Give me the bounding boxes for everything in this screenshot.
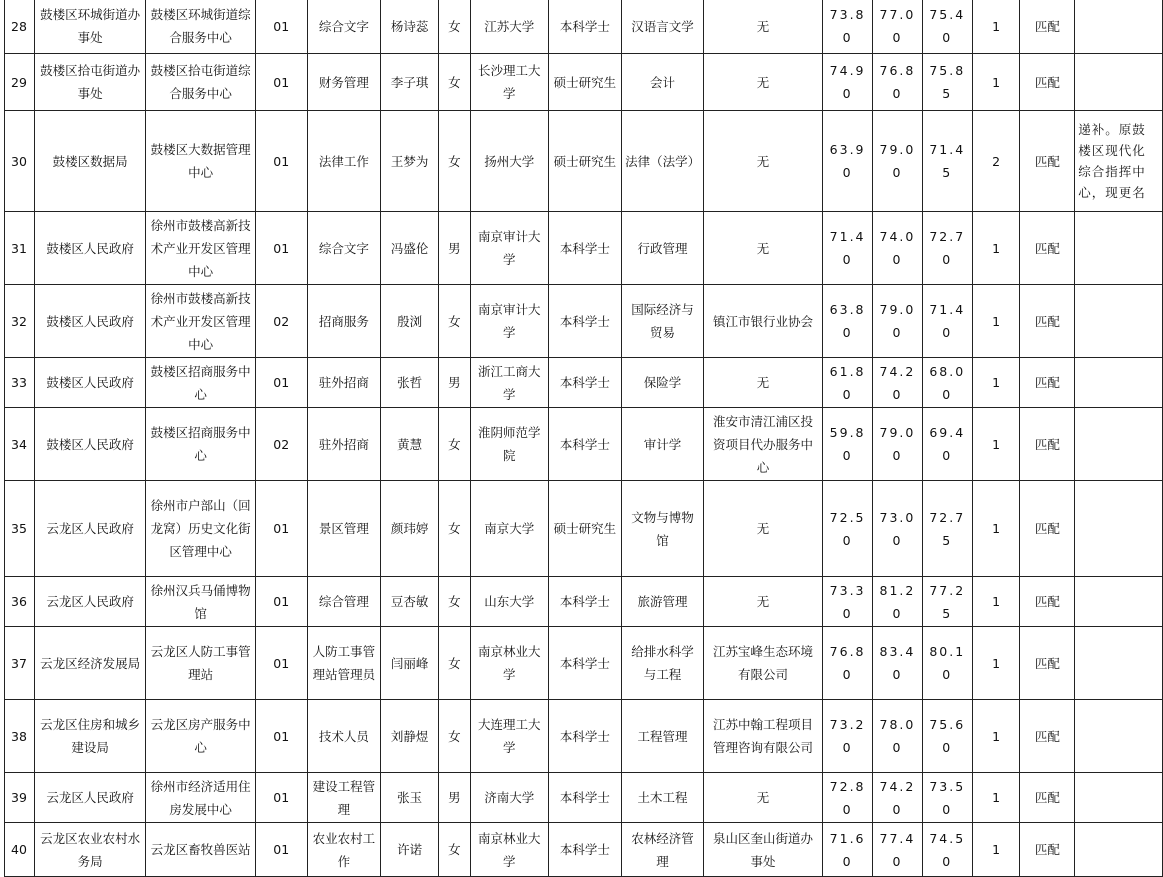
position-code: 01 bbox=[255, 212, 307, 285]
major: 会计 bbox=[622, 54, 704, 111]
gender: 女 bbox=[438, 577, 470, 627]
gender: 女 bbox=[438, 285, 470, 358]
table-row bbox=[5, 285, 1163, 358]
total-score: 69.40 bbox=[922, 408, 972, 481]
major: 文物与博物馆 bbox=[622, 481, 704, 577]
employer-unit: 徐州汉兵马俑博物馆 bbox=[146, 577, 256, 627]
total-score: 77.25 bbox=[922, 577, 972, 627]
department: 鼓楼区拾屯街道办事处 bbox=[34, 54, 145, 111]
remark bbox=[1075, 54, 1163, 111]
match-result: 匹配 bbox=[1020, 285, 1075, 358]
table-row bbox=[5, 577, 1163, 627]
remark bbox=[1075, 577, 1163, 627]
table-row bbox=[5, 823, 1163, 877]
rank: 1 bbox=[972, 773, 1020, 823]
school: 长沙理工大学 bbox=[470, 54, 548, 111]
position-name: 农业农村工作 bbox=[307, 823, 381, 877]
table-row bbox=[5, 358, 1163, 408]
written-score: 71.40 bbox=[823, 212, 873, 285]
work-unit: 无 bbox=[703, 212, 822, 285]
position-name: 技术人员 bbox=[307, 700, 381, 773]
total-score: 75.85 bbox=[922, 54, 972, 111]
employer-unit: 徐州市户部山（回龙窝）历史文化街区管理中心 bbox=[146, 481, 256, 577]
row-number: 28 bbox=[5, 0, 35, 54]
position-name: 建设工程管理 bbox=[307, 773, 381, 823]
department: 鼓楼区环城街道办事处 bbox=[34, 0, 145, 54]
written-score: 72.50 bbox=[823, 481, 873, 577]
employer-unit: 云龙区人防工事管理站 bbox=[146, 627, 256, 700]
gender: 女 bbox=[438, 0, 470, 54]
degree: 硕士研究生 bbox=[548, 481, 622, 577]
total-score: 68.00 bbox=[922, 358, 972, 408]
position-code: 02 bbox=[255, 285, 307, 358]
remark: 递补。原鼓楼区现代化综合指挥中心，现更名 bbox=[1075, 111, 1163, 212]
gender: 女 bbox=[438, 111, 470, 212]
remark bbox=[1075, 823, 1163, 877]
position-code: 01 bbox=[255, 627, 307, 700]
interview-score: 74.20 bbox=[873, 358, 923, 408]
major: 国际经济与贸易 bbox=[622, 285, 704, 358]
table-row bbox=[5, 700, 1163, 773]
remark bbox=[1075, 285, 1163, 358]
employer-unit: 徐州市经济适用住房发展中心 bbox=[146, 773, 256, 823]
position-code: 01 bbox=[255, 773, 307, 823]
school: 南京林业大学 bbox=[470, 823, 548, 877]
row-number: 30 bbox=[5, 111, 35, 212]
interview-score: 77.00 bbox=[873, 0, 923, 54]
match-result: 匹配 bbox=[1020, 111, 1075, 212]
candidate-name: 李子琪 bbox=[381, 54, 439, 111]
department: 云龙区住房和城乡建设局 bbox=[34, 700, 145, 773]
work-unit: 无 bbox=[703, 773, 822, 823]
major: 给排水科学与工程 bbox=[622, 627, 704, 700]
degree: 本科学士 bbox=[548, 627, 622, 700]
table-row bbox=[5, 0, 1163, 54]
work-unit: 无 bbox=[703, 54, 822, 111]
match-result: 匹配 bbox=[1020, 212, 1075, 285]
remark bbox=[1075, 0, 1163, 54]
position-code: 01 bbox=[255, 481, 307, 577]
candidate-name: 许诺 bbox=[381, 823, 439, 877]
remark bbox=[1075, 408, 1163, 481]
interview-score: 77.40 bbox=[873, 823, 923, 877]
candidate-name: 颜玮婷 bbox=[381, 481, 439, 577]
total-score: 80.10 bbox=[922, 627, 972, 700]
interview-score: 81.20 bbox=[873, 577, 923, 627]
position-code: 02 bbox=[255, 408, 307, 481]
work-unit: 无 bbox=[703, 0, 822, 54]
written-score: 71.60 bbox=[823, 823, 873, 877]
position-name: 综合文字 bbox=[307, 212, 381, 285]
department: 云龙区经济发展局 bbox=[34, 627, 145, 700]
position-name: 综合文字 bbox=[307, 0, 381, 54]
rank: 1 bbox=[972, 358, 1020, 408]
rank: 1 bbox=[972, 627, 1020, 700]
rank: 1 bbox=[972, 0, 1020, 54]
row-number: 39 bbox=[5, 773, 35, 823]
position-code: 01 bbox=[255, 823, 307, 877]
written-score: 61.80 bbox=[823, 358, 873, 408]
school: 大连理工大学 bbox=[470, 700, 548, 773]
written-score: 74.90 bbox=[823, 54, 873, 111]
employer-unit: 鼓楼区大数据管理中心 bbox=[146, 111, 256, 212]
remark bbox=[1075, 358, 1163, 408]
degree: 本科学士 bbox=[548, 700, 622, 773]
table-row bbox=[5, 54, 1163, 111]
work-unit: 江苏宝峰生态环境有限公司 bbox=[703, 627, 822, 700]
match-result: 匹配 bbox=[1020, 408, 1075, 481]
interview-score: 79.00 bbox=[873, 111, 923, 212]
position-code: 01 bbox=[255, 700, 307, 773]
interview-score: 73.00 bbox=[873, 481, 923, 577]
degree: 本科学士 bbox=[548, 773, 622, 823]
rank: 1 bbox=[972, 212, 1020, 285]
total-score: 72.75 bbox=[922, 481, 972, 577]
position-code: 01 bbox=[255, 54, 307, 111]
degree: 本科学士 bbox=[548, 285, 622, 358]
total-score: 71.45 bbox=[922, 111, 972, 212]
school: 扬州大学 bbox=[470, 111, 548, 212]
table-row bbox=[5, 408, 1163, 481]
degree: 本科学士 bbox=[548, 358, 622, 408]
school: 南京审计大学 bbox=[470, 285, 548, 358]
table-row bbox=[5, 212, 1163, 285]
position-name: 驻外招商 bbox=[307, 358, 381, 408]
candidate-name: 豆杏敏 bbox=[381, 577, 439, 627]
written-score: 63.80 bbox=[823, 285, 873, 358]
position-code: 01 bbox=[255, 577, 307, 627]
position-code: 01 bbox=[255, 111, 307, 212]
written-score: 59.80 bbox=[823, 408, 873, 481]
position-name: 景区管理 bbox=[307, 481, 381, 577]
rank: 1 bbox=[972, 823, 1020, 877]
match-result: 匹配 bbox=[1020, 773, 1075, 823]
work-unit: 无 bbox=[703, 111, 822, 212]
total-score: 72.70 bbox=[922, 212, 972, 285]
rank: 1 bbox=[972, 481, 1020, 577]
row-number: 40 bbox=[5, 823, 35, 877]
work-unit: 泉山区奎山街道办事处 bbox=[703, 823, 822, 877]
work-unit: 无 bbox=[703, 358, 822, 408]
remark bbox=[1075, 212, 1163, 285]
match-result: 匹配 bbox=[1020, 358, 1075, 408]
candidate-name: 殷浏 bbox=[381, 285, 439, 358]
match-result: 匹配 bbox=[1020, 54, 1075, 111]
employer-unit: 云龙区畜牧兽医站 bbox=[146, 823, 256, 877]
table-row bbox=[5, 627, 1163, 700]
degree: 本科学士 bbox=[548, 212, 622, 285]
department: 云龙区人民政府 bbox=[34, 577, 145, 627]
rank: 1 bbox=[972, 577, 1020, 627]
candidate-name: 黄慧 bbox=[381, 408, 439, 481]
major: 行政管理 bbox=[622, 212, 704, 285]
table-row bbox=[5, 111, 1163, 212]
gender: 女 bbox=[438, 700, 470, 773]
work-unit: 江苏中翰工程项目管理咨询有限公司 bbox=[703, 700, 822, 773]
school: 南京大学 bbox=[470, 481, 548, 577]
written-score: 73.80 bbox=[823, 0, 873, 54]
school: 山东大学 bbox=[470, 577, 548, 627]
degree: 本科学士 bbox=[548, 577, 622, 627]
employer-unit: 鼓楼区招商服务中心 bbox=[146, 408, 256, 481]
degree: 本科学士 bbox=[548, 0, 622, 54]
total-score: 74.50 bbox=[922, 823, 972, 877]
rank: 1 bbox=[972, 700, 1020, 773]
interview-score: 79.00 bbox=[873, 408, 923, 481]
work-unit: 无 bbox=[703, 577, 822, 627]
employer-unit: 鼓楼区环城街道综合服务中心 bbox=[146, 0, 256, 54]
match-result: 匹配 bbox=[1020, 0, 1075, 54]
interview-score: 78.00 bbox=[873, 700, 923, 773]
major: 土木工程 bbox=[622, 773, 704, 823]
written-score: 73.20 bbox=[823, 700, 873, 773]
interview-score: 83.40 bbox=[873, 627, 923, 700]
department: 鼓楼区人民政府 bbox=[34, 212, 145, 285]
position-name: 财务管理 bbox=[307, 54, 381, 111]
written-score: 73.30 bbox=[823, 577, 873, 627]
gender: 女 bbox=[438, 408, 470, 481]
total-score: 73.50 bbox=[922, 773, 972, 823]
row-number: 38 bbox=[5, 700, 35, 773]
position-code: 01 bbox=[255, 358, 307, 408]
gender: 男 bbox=[438, 358, 470, 408]
school: 济南大学 bbox=[470, 773, 548, 823]
employer-unit: 徐州市鼓楼高新技术产业开发区管理中心 bbox=[146, 285, 256, 358]
major: 保险学 bbox=[622, 358, 704, 408]
major: 旅游管理 bbox=[622, 577, 704, 627]
work-unit: 无 bbox=[703, 481, 822, 577]
position-name: 招商服务 bbox=[307, 285, 381, 358]
match-result: 匹配 bbox=[1020, 823, 1075, 877]
department: 鼓楼区数据局 bbox=[34, 111, 145, 212]
major: 审计学 bbox=[622, 408, 704, 481]
rank: 2 bbox=[972, 111, 1020, 212]
total-score: 75.40 bbox=[922, 0, 972, 54]
major: 汉语言文学 bbox=[622, 0, 704, 54]
candidate-name: 张哲 bbox=[381, 358, 439, 408]
remark bbox=[1075, 700, 1163, 773]
match-result: 匹配 bbox=[1020, 627, 1075, 700]
rank: 1 bbox=[972, 408, 1020, 481]
interview-score: 79.00 bbox=[873, 285, 923, 358]
school: 淮阴师范学院 bbox=[470, 408, 548, 481]
department: 鼓楼区人民政府 bbox=[34, 408, 145, 481]
candidate-name: 刘静煜 bbox=[381, 700, 439, 773]
school: 南京林业大学 bbox=[470, 627, 548, 700]
gender: 女 bbox=[438, 823, 470, 877]
employer-unit: 鼓楼区拾屯街道综合服务中心 bbox=[146, 54, 256, 111]
major: 工程管理 bbox=[622, 700, 704, 773]
gender: 女 bbox=[438, 54, 470, 111]
match-result: 匹配 bbox=[1020, 700, 1075, 773]
table-row bbox=[5, 481, 1163, 577]
remark bbox=[1075, 627, 1163, 700]
interview-score: 74.20 bbox=[873, 773, 923, 823]
department: 云龙区人民政府 bbox=[34, 481, 145, 577]
row-number: 33 bbox=[5, 358, 35, 408]
employer-unit: 徐州市鼓楼高新技术产业开发区管理中心 bbox=[146, 212, 256, 285]
position-name: 综合管理 bbox=[307, 577, 381, 627]
remark bbox=[1075, 481, 1163, 577]
school: 南京审计大学 bbox=[470, 212, 548, 285]
degree: 硕士研究生 bbox=[548, 54, 622, 111]
employer-unit: 鼓楼区招商服务中心 bbox=[146, 358, 256, 408]
candidate-name: 杨诗蕊 bbox=[381, 0, 439, 54]
row-number: 34 bbox=[5, 408, 35, 481]
school: 浙江工商大学 bbox=[470, 358, 548, 408]
written-score: 63.90 bbox=[823, 111, 873, 212]
candidate-name: 冯盛伦 bbox=[381, 212, 439, 285]
written-score: 72.80 bbox=[823, 773, 873, 823]
row-number: 37 bbox=[5, 627, 35, 700]
major: 法律（法学） bbox=[622, 111, 704, 212]
row-number: 29 bbox=[5, 54, 35, 111]
row-number: 31 bbox=[5, 212, 35, 285]
written-score: 76.80 bbox=[823, 627, 873, 700]
total-score: 75.60 bbox=[922, 700, 972, 773]
degree: 硕士研究生 bbox=[548, 111, 622, 212]
school: 江苏大学 bbox=[470, 0, 548, 54]
position-name: 驻外招商 bbox=[307, 408, 381, 481]
gender: 女 bbox=[438, 627, 470, 700]
personnel-table bbox=[4, 0, 1163, 877]
department: 鼓楼区人民政府 bbox=[34, 285, 145, 358]
department: 云龙区人民政府 bbox=[34, 773, 145, 823]
degree: 本科学士 bbox=[548, 408, 622, 481]
candidate-name: 闫丽峰 bbox=[381, 627, 439, 700]
match-result: 匹配 bbox=[1020, 577, 1075, 627]
work-unit: 镇江市银行业协会 bbox=[703, 285, 822, 358]
gender: 男 bbox=[438, 773, 470, 823]
table-row bbox=[5, 773, 1163, 823]
total-score: 71.40 bbox=[922, 285, 972, 358]
position-name: 人防工事管理站管理员 bbox=[307, 627, 381, 700]
position-code: 01 bbox=[255, 0, 307, 54]
gender: 男 bbox=[438, 212, 470, 285]
match-result: 匹配 bbox=[1020, 481, 1075, 577]
row-number: 35 bbox=[5, 481, 35, 577]
department: 鼓楼区人民政府 bbox=[34, 358, 145, 408]
row-number: 32 bbox=[5, 285, 35, 358]
position-name: 法律工作 bbox=[307, 111, 381, 212]
employer-unit: 云龙区房产服务中心 bbox=[146, 700, 256, 773]
interview-score: 76.80 bbox=[873, 54, 923, 111]
department: 云龙区农业农村水务局 bbox=[34, 823, 145, 877]
major: 农林经济管理 bbox=[622, 823, 704, 877]
work-unit: 淮安市清江浦区投资项目代办服务中心 bbox=[703, 408, 822, 481]
row-number: 36 bbox=[5, 577, 35, 627]
rank: 1 bbox=[972, 54, 1020, 111]
degree: 本科学士 bbox=[548, 823, 622, 877]
candidate-name: 张玉 bbox=[381, 773, 439, 823]
interview-score: 74.00 bbox=[873, 212, 923, 285]
gender: 女 bbox=[438, 481, 470, 577]
rank: 1 bbox=[972, 285, 1020, 358]
candidate-name: 王梦为 bbox=[381, 111, 439, 212]
remark bbox=[1075, 773, 1163, 823]
